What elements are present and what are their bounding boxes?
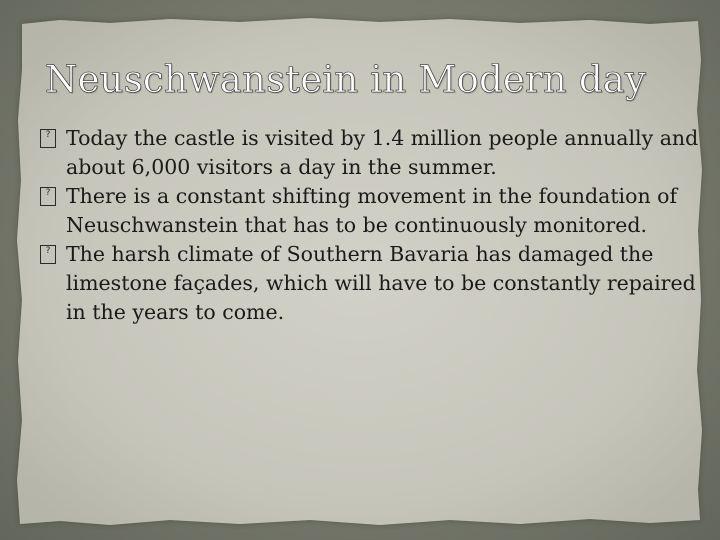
missing-glyph-bullet-icon: ? xyxy=(40,187,56,206)
bullet-text: Today the castle is visited by 1.4 million people annually and about 6,000 visitors a day in the summer. xyxy=(66,126,699,179)
bullet-list xyxy=(40,124,700,327)
slide-title: Neuschwanstein in Modern day xyxy=(45,58,647,101)
bullet-item xyxy=(40,182,700,240)
bullet-item xyxy=(40,124,700,182)
missing-glyph-bullet-icon: ? xyxy=(40,129,56,148)
bullet-item xyxy=(40,240,700,327)
missing-glyph-bullet-icon: ? xyxy=(40,245,56,264)
bullet-text: There is a constant shifting movement in the foundation of Neuschwanstein that has to be continuously monitored. xyxy=(66,184,678,237)
bullet-text: The harsh climate of Southern Bavaria has damaged the limestone façades, which will have to be constantly repaired in the years to come. xyxy=(66,242,696,324)
